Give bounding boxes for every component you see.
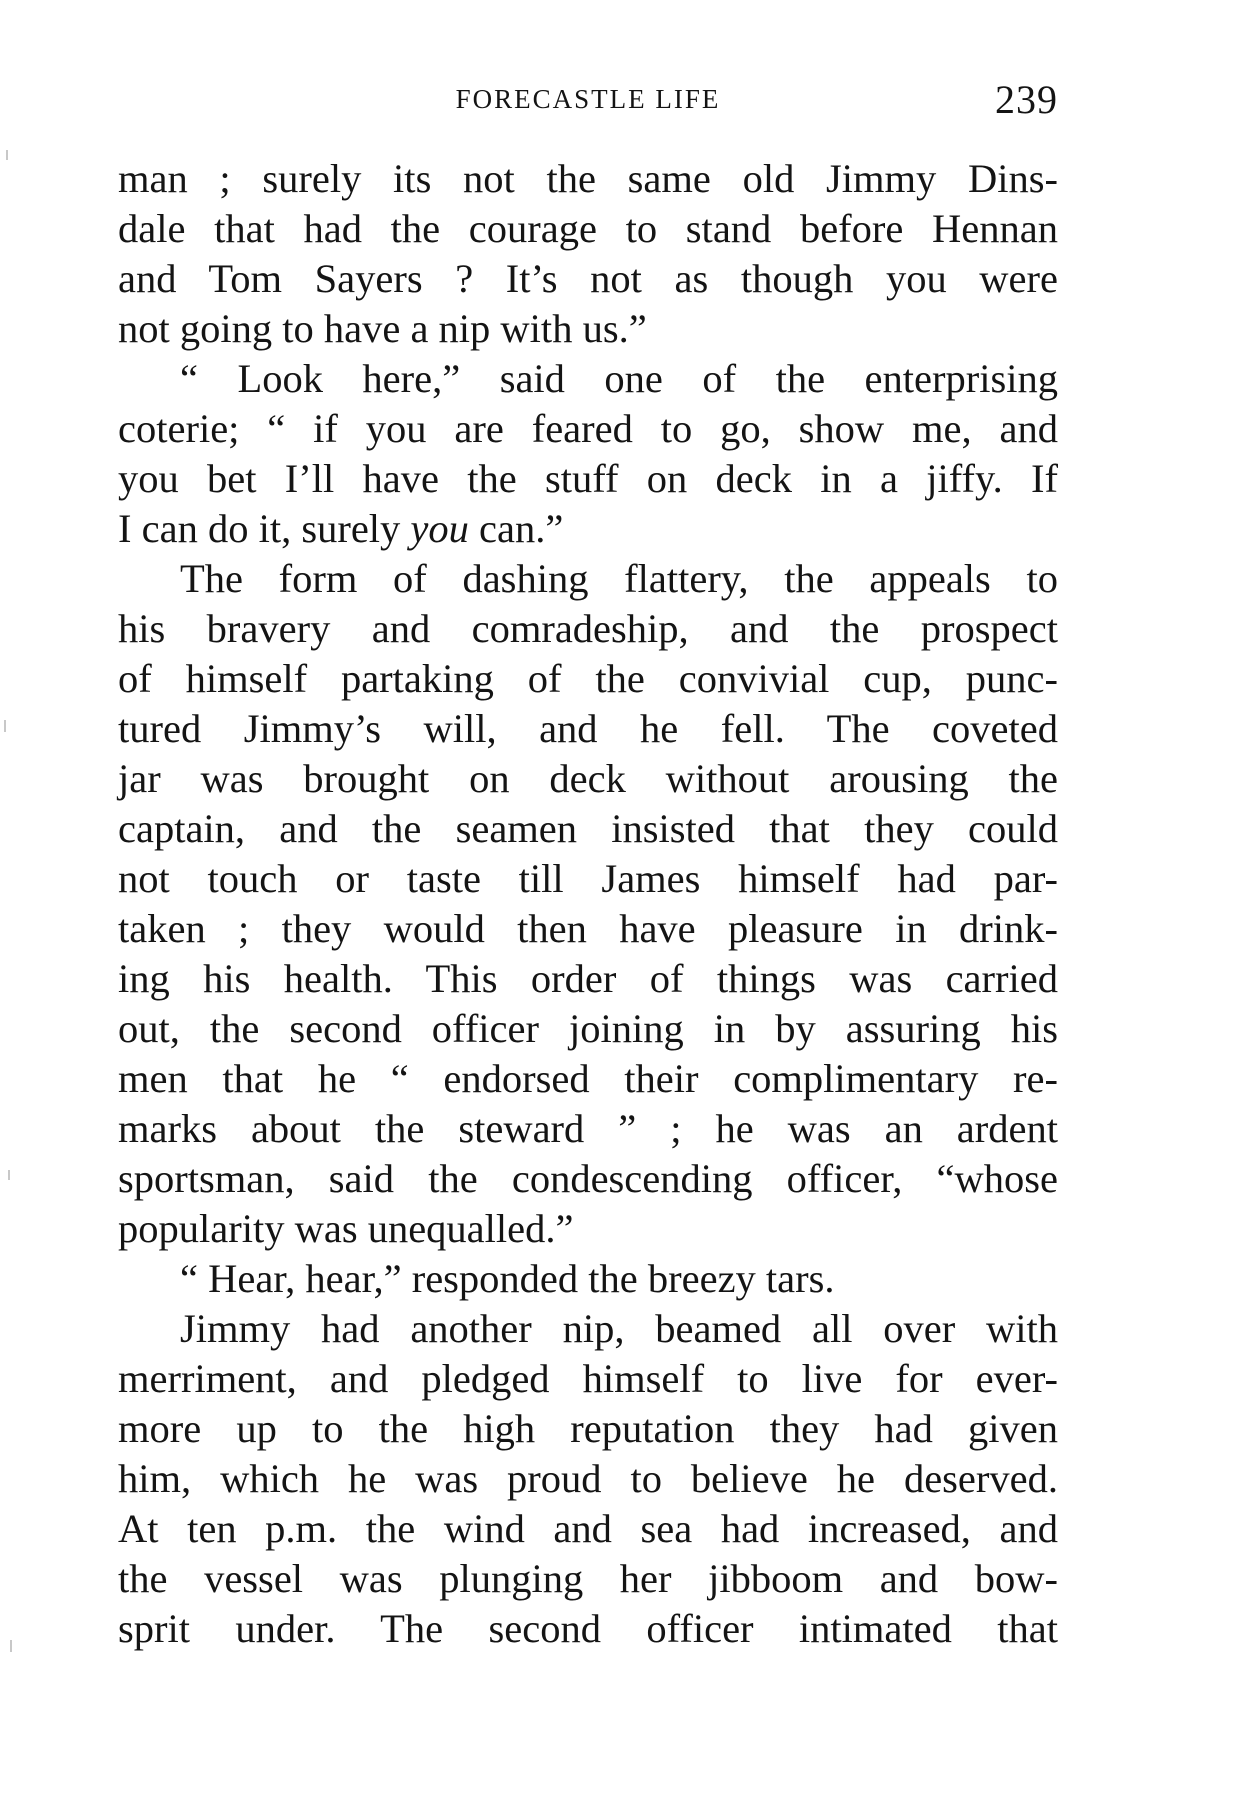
text-line: not touch or taste till James himself had par-: [118, 856, 1058, 901]
scan-artifact: [8, 1170, 10, 1180]
text-line: jar was brought on deck without arousing the: [118, 756, 1058, 801]
text-line: merriment, and pledged himself to live for ever-: [118, 1356, 1058, 1401]
text-line: I can do it, surely you can.”: [118, 506, 564, 551]
page-number: 239: [995, 77, 1058, 122]
text-line: coterie; “ if you are feared to go, show me, and: [118, 406, 1058, 451]
text-line: ing his health. This order of things was carried: [118, 956, 1058, 1001]
text-line: At ten p.m. the wind and sea had increased, and: [118, 1506, 1058, 1551]
text-line: marks about the steward ” ; he was an ardent: [118, 1106, 1058, 1151]
text-line: not going to have a nip with us.”: [118, 306, 647, 351]
body-text: [118, 154, 1058, 1654]
text-line: popularity was unequalled.”: [118, 1206, 574, 1251]
scan-artifact: [4, 720, 6, 732]
text-line: his bravery and comradeship, and the prospect: [118, 606, 1058, 651]
text-line: sprit under. The second officer intimated that: [118, 1606, 1058, 1651]
text-line: captain, and the seamen insisted that they could: [118, 806, 1058, 851]
page-header: [118, 77, 1058, 124]
text-line: more up to the high reputation they had given: [118, 1406, 1058, 1451]
text-line: out, the second officer joining in by assuring his: [118, 1006, 1058, 1051]
text-line: and Tom Sayers ? It’s not as though you were: [118, 256, 1058, 301]
emphasis-word: you: [410, 506, 469, 551]
text-line: men that he “ endorsed their complimentary re-: [118, 1056, 1058, 1101]
text-line: taken ; they would then have pleasure in drink-: [118, 906, 1058, 951]
text-line: dale that had the courage to stand before Hennan: [118, 206, 1058, 251]
scan-artifact: [6, 150, 8, 160]
text-line: sportsman, said the condescending officer, “whose: [118, 1156, 1058, 1201]
text-line: man ; surely its not the same old Jimmy Dins-: [118, 156, 1058, 201]
text-line: of himself partaking of the convivial cup, punc-: [118, 656, 1058, 701]
text-line: you bet I’ll have the stuff on deck in a jiffy. If: [118, 456, 1058, 501]
text-line: Jimmy had another nip, beamed all over with: [180, 1306, 1058, 1351]
text-line: tured Jimmy’s will, and he fell. The coveted: [118, 706, 1058, 751]
text-line: “ Look here,” said one of the enterprising: [180, 356, 1058, 401]
text-line: The form of dashing flattery, the appeals to: [180, 556, 1058, 601]
scan-artifact: [10, 1640, 12, 1652]
text-line: “ Hear, hear,” responded the breezy tars.: [180, 1256, 835, 1301]
text-line: him, which he was proud to believe he deserved.: [118, 1456, 1058, 1501]
text-line: the vessel was plunging her jibboom and bow-: [118, 1556, 1058, 1601]
running-head: FORECASTLE LIFE: [455, 84, 721, 114]
